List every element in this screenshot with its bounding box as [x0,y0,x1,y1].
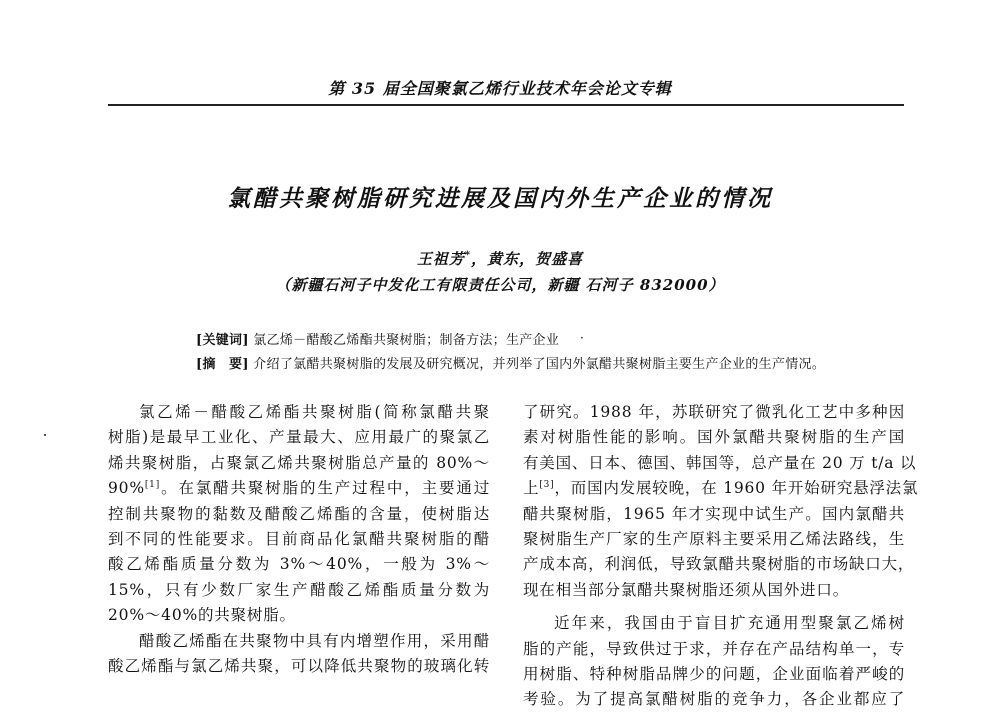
body-paragraph [108,400,490,629]
body-text: 90% [108,479,145,498]
body-line: 了研究。1988 年，苏联研究了微乳化工艺中多种因 [523,403,905,421]
body-text: 上 [523,479,540,498]
body-line: 酸乙烯酯质量分数为 3%～40%，一般为 3%～ [108,555,490,574]
body-line-with-citation [108,476,490,501]
body-line: 产成本高，利润低，导致氯醋共聚树脂的市场缺口大， [523,555,915,574]
body-line: 醋酸乙烯酯在共聚物中具有内增塑作用，采用醋 [139,631,490,650]
citation-ref: [1] [144,480,161,491]
scan-speck: · [580,331,584,345]
body-line: 20%～40%的共聚树脂。 [108,606,296,625]
body-line: 有美国、日本、德国、韩国等，总产量在 20 万 t/a 以 [523,453,917,472]
keywords-text: 氯乙烯－醋酸乙烯酯共聚树脂；制备方法；生产企业 [253,333,560,348]
body-line: 烯共聚树脂，占聚氯乙烯共聚树脂总产量的 80%～ [108,453,490,472]
body-paragraph [523,400,919,603]
body-text: 。在氯醋共聚树脂的生产过程中，主要通过 [160,479,490,498]
header-rule [108,104,904,106]
body-text: ，而国内发展较晚，在 1960 年开始研究悬浮法氯 [554,479,919,498]
body-column-right [523,400,919,713]
body-line: 现在相当部分氯醋共聚树脂还须从国外进口。 [523,580,850,599]
body-line: 到不同的性能要求。目前商品化氯醋共聚树脂的醋 [108,529,490,548]
body-line: 脂的产能，导致供过于求，并存在产品结构单一，专 [523,639,905,658]
body-line: 素对树脂性能的影响。国外氯醋共聚树脂的生产国 [523,428,905,447]
citation-ref: [3] [539,480,555,491]
body-line: 近年来，我国由于盲目扩充通用型聚氯乙烯树 [554,614,905,633]
corresponding-author-mark: * [464,250,472,261]
body-line: 酸乙烯酯与氯乙烯共聚，可以降低共聚物的玻璃化转 [108,656,490,675]
author-list [300,248,700,269]
body-line: 氯乙烯－醋酸乙烯酯共聚树脂(简称氯醋共聚 [139,403,490,421]
body-line: 树脂)是最早工业化、产量最大、应用最广的聚氯乙 [108,428,490,447]
author-names-rest: ，黄东，贺盛喜 [471,250,584,268]
paper-title: 氯醋共聚树脂研究进展及国内外生产企业的情况 [227,185,773,212]
body-line: 15%，只有少数厂家生产醋酸乙烯酯质量分数为 [108,580,490,599]
abstract-label: [摘 要] [196,357,249,372]
body-paragraph [523,611,905,713]
body-paragraph [108,629,490,680]
keywords-line [196,329,559,348]
body-line-with-citation [523,476,919,501]
keywords-label: [关键词] [196,333,249,348]
running-header: 第 35 届全国聚氯乙烯行业技术年会论文专辑 [328,79,672,98]
margin-speck [44,434,46,436]
abstract-text: 介绍了氯醋共聚树脂的发展及研究概况，并列举了国内外氯醋共聚树脂主要生产企业的生产情况。 [253,357,826,372]
body-line: 控制共聚物的黏数及醋酸乙烯酯的含量，使树脂达 [108,504,490,523]
paragraph-gap [523,603,905,611]
affiliation: （新疆石河子中发化工有限责任公司，新疆 石河子 832000） [275,276,725,294]
body-line: 醋共聚树脂，1965 年才实现中试生产。国内氯醋共 [523,504,905,523]
body-line: 聚树脂生产厂家的生产原料主要采用乙烯法路线，生 [523,529,905,548]
abstract-line [196,353,825,372]
author-names-first: 王祖芳 [416,250,465,268]
body-line: 用树脂、特种树脂品牌少的问题，企业面临着严峻的 [523,664,905,683]
body-line: 考验。为了提高氯醋树脂的竞争力，各企业都应了 [523,690,905,709]
body-column-left [108,400,490,679]
